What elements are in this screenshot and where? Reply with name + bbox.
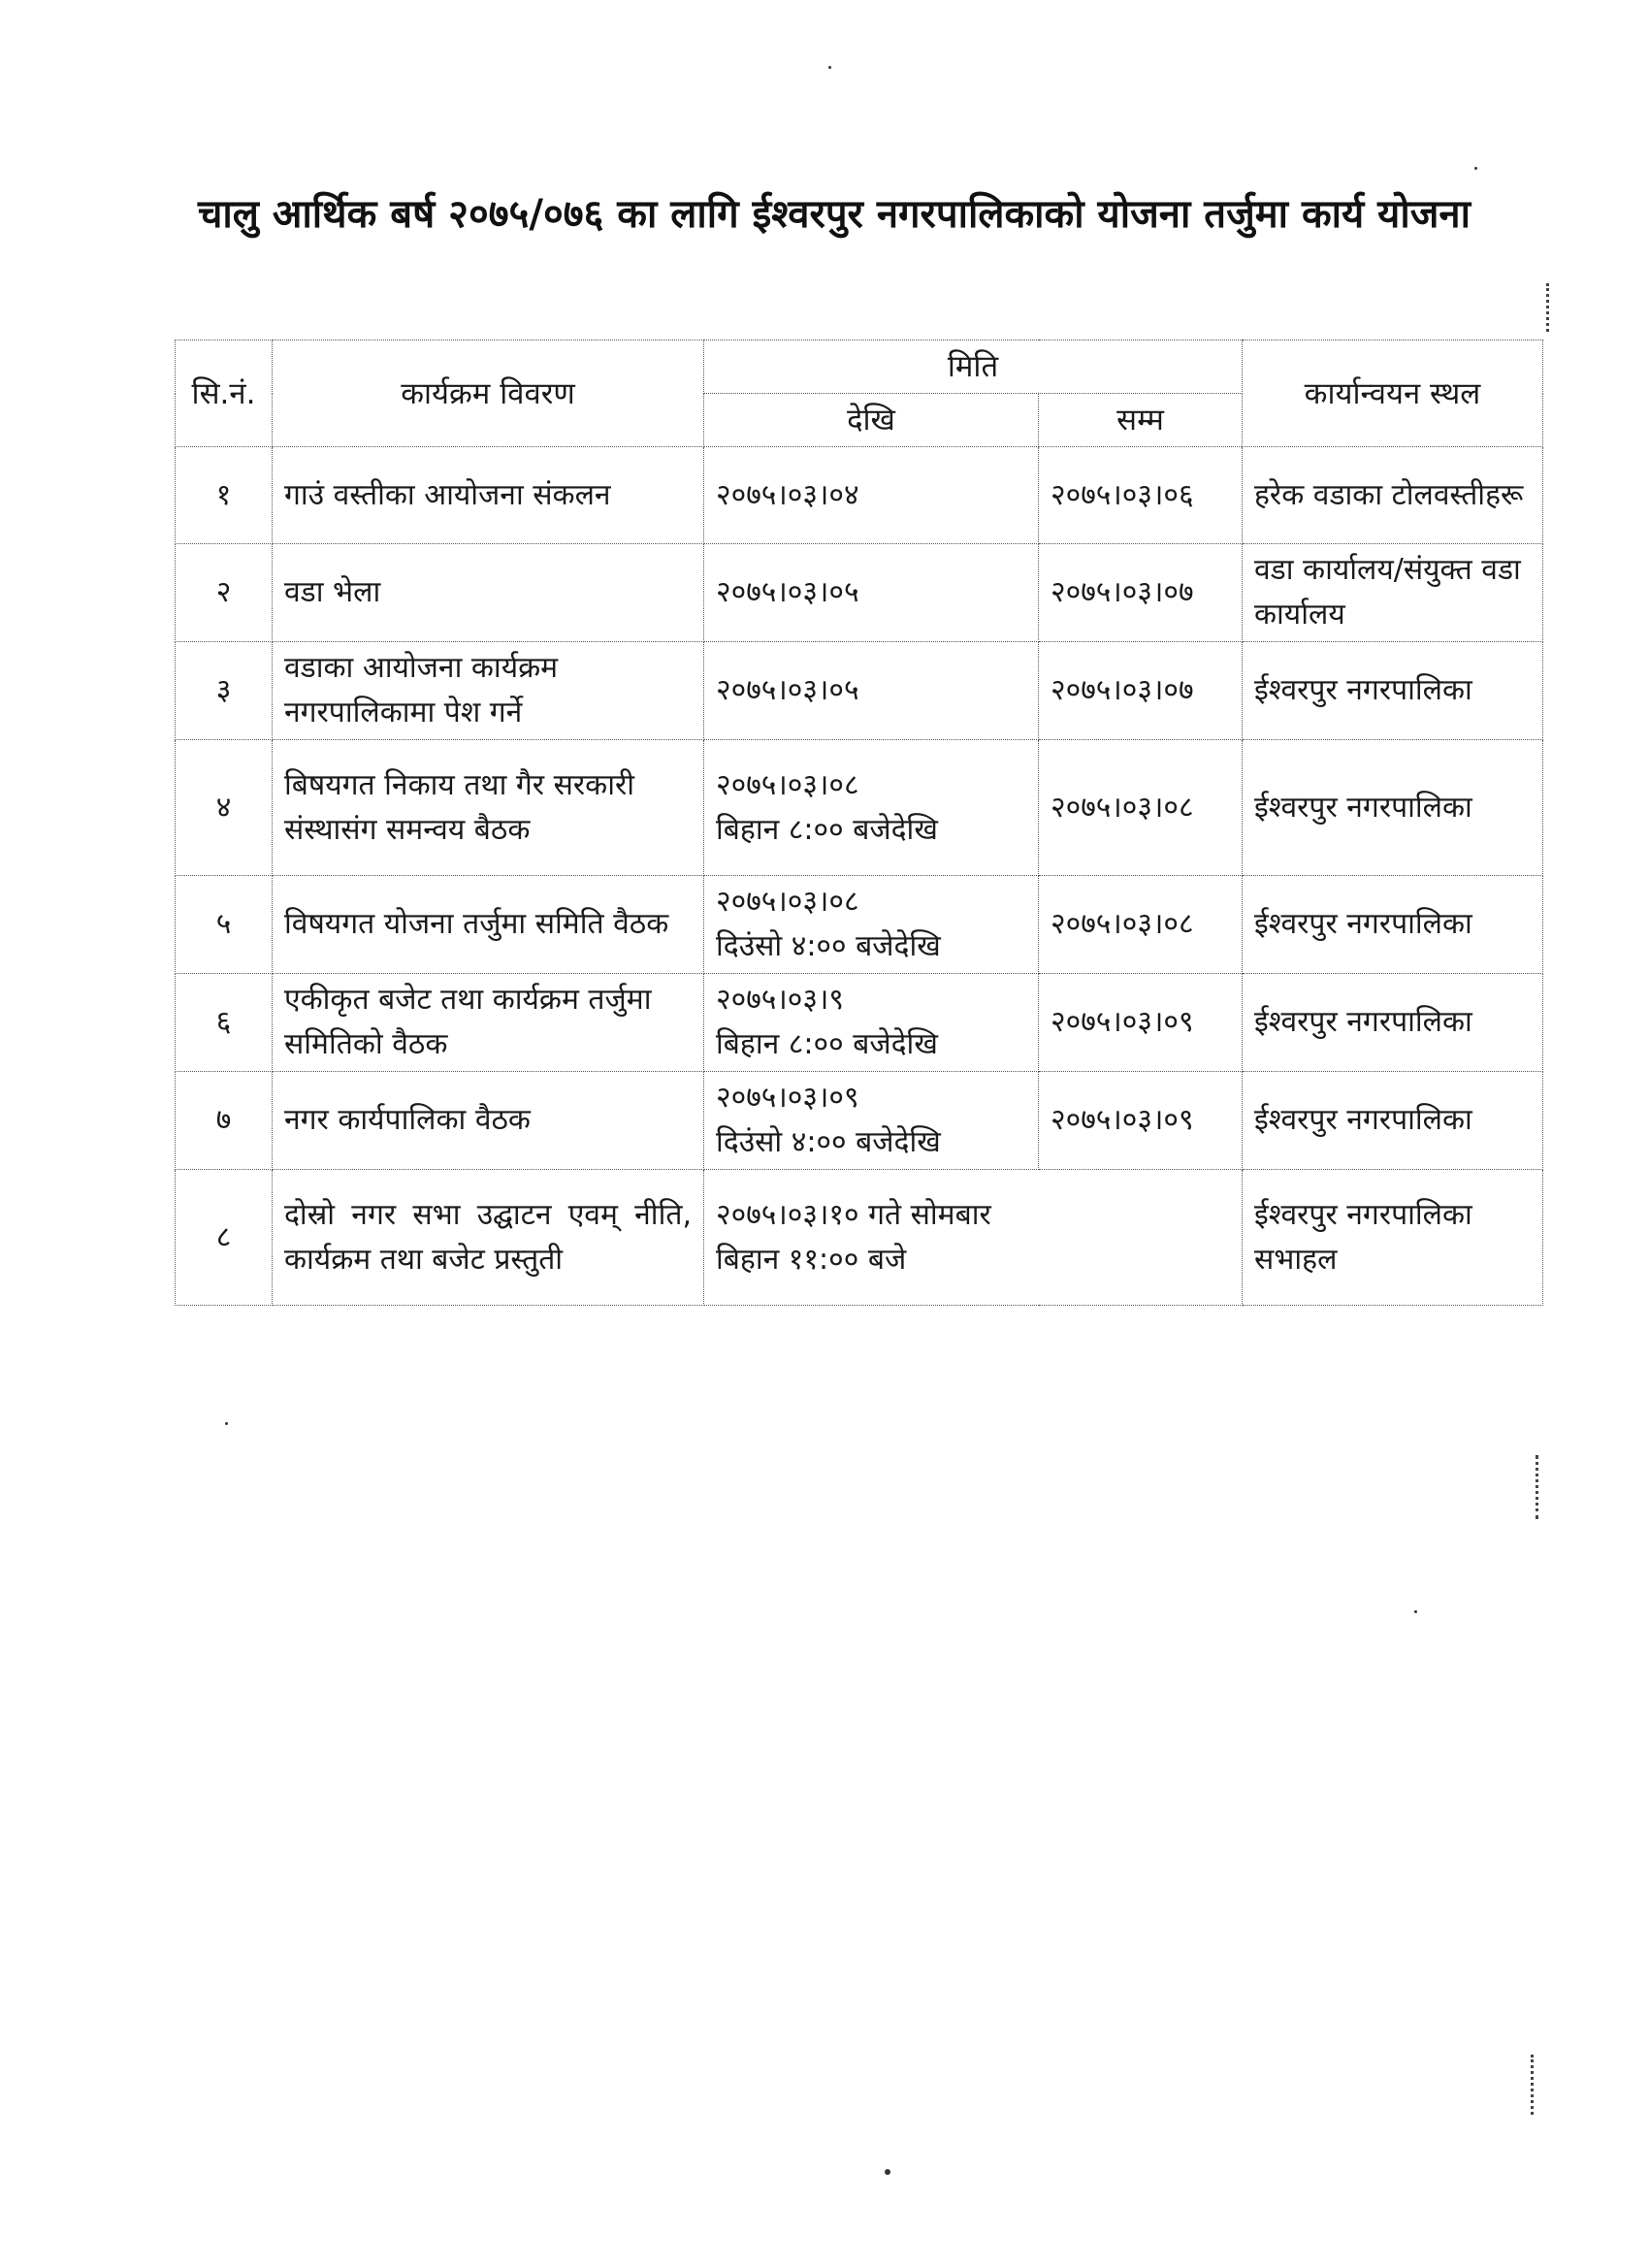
row-to: २०७५।०३।०८ — [1039, 740, 1243, 876]
table-row — [176, 974, 1543, 1072]
scan-speck-marks — [1546, 283, 1552, 332]
row-from: २०७५।०३।०४ — [704, 447, 1039, 544]
row-to: २०७५।०३।०८ — [1039, 876, 1243, 974]
row-sn: ७ — [176, 1072, 273, 1170]
row-sn: ८ — [176, 1170, 273, 1306]
row-sn: ३ — [176, 642, 273, 740]
row-place: ईश्वरपुर नगरपालिका — [1243, 974, 1543, 1072]
scan-speck — [225, 1422, 228, 1425]
table-row — [176, 1072, 1543, 1170]
row-to: २०७५।०३।०७ — [1039, 642, 1243, 740]
row-from: २०७५।०३।०९ — [716, 1081, 859, 1115]
row-to: २०७५।०३।०९ — [1039, 974, 1243, 1072]
row-to: २०७५।०३।०६ — [1039, 447, 1243, 544]
row-program: वडाका आयोजना कार्यक्रम नगरपालिकामा पेश गर्ने — [273, 642, 704, 740]
row-program: विषयगत योजना तर्जुमा समिति वैठक — [273, 876, 704, 974]
row-place: वडा कार्यालय/संयुक्त वडा कार्यालय — [1243, 544, 1543, 642]
row-place: हरेक वडाका टोलवस्तीहरू — [1243, 447, 1543, 544]
row-sn: ४ — [176, 740, 273, 876]
scan-speck-marks — [1531, 2055, 1536, 2115]
table-row — [176, 447, 1543, 544]
row-from-cell — [704, 974, 1039, 1072]
row-date-merged: २०७५।०३।१० गते सोमबार — [716, 1197, 991, 1232]
row-from-cell — [704, 1072, 1039, 1170]
table-row — [176, 1170, 1543, 1306]
row-sn: २ — [176, 544, 273, 642]
header-program: कार्यक्रम विवरण — [273, 340, 704, 447]
header-to: सम्म — [1039, 394, 1243, 447]
header-sn: सि.नं. — [176, 340, 273, 447]
row-program: गाउं वस्तीका आयोजना संकलन — [273, 447, 704, 544]
row-from: २०७५।०३।०८ — [716, 767, 859, 802]
row-place: ईश्वरपुर नगरपालिका सभाहल — [1243, 1170, 1543, 1306]
header-date: मिति — [704, 340, 1243, 394]
table-row — [176, 544, 1543, 642]
row-place: ईश्वरपुर नगरपालिका — [1243, 1072, 1543, 1170]
row-date-merged-time: बिहान ११:०० बजे — [716, 1242, 907, 1277]
scan-speck-marks — [1536, 1455, 1541, 1519]
header-from: देखि — [704, 394, 1039, 447]
row-from: २०७५।०३।०५ — [704, 642, 1039, 740]
row-program: वडा भेला — [273, 544, 704, 642]
row-from-time: दिउंसो ४:०० बजेदेखि — [716, 1125, 941, 1159]
table-row — [176, 876, 1543, 974]
row-program: एकीकृत बजेट तथा कार्यक्रम तर्जुमा समितिको वैठक — [273, 974, 704, 1072]
scan-speck — [885, 2169, 890, 2175]
row-sn: ५ — [176, 876, 273, 974]
row-to: २०७५।०३।०९ — [1039, 1072, 1243, 1170]
document-title: चालु आर्थिक बर्ष २०७५/०७६ का लागि ईश्वरपुर नगरपालिकाको योजना तर्जुमा कार्य योजना — [198, 192, 1471, 237]
scan-speck — [1474, 167, 1477, 170]
table-row — [176, 642, 1543, 740]
row-program: दोस्रो नगर सभा उद्घाटन एवम् नीति, कार्यक्रम तथा बजेट प्रस्तुती — [273, 1170, 704, 1306]
header-place: कार्यान्वयन स्थल — [1243, 340, 1543, 447]
row-date-merged-cell — [704, 1170, 1243, 1306]
row-place: ईश्वरपुर नगरपालिका — [1243, 642, 1543, 740]
row-program: नगर कार्यपालिका वैठक — [273, 1072, 704, 1170]
row-from-time: दिउंसो ४:०० बजेदेखि — [716, 929, 941, 963]
scan-speck — [828, 66, 831, 69]
schedule-table — [175, 340, 1543, 1306]
row-from-cell — [704, 740, 1039, 876]
row-from: २०७५।०३।०८ — [716, 885, 859, 919]
row-sn: ६ — [176, 974, 273, 1072]
row-from-cell — [704, 876, 1039, 974]
row-from: २०७५।०३।९ — [716, 983, 844, 1017]
row-sn: १ — [176, 447, 273, 544]
row-place: ईश्वरपुर नगरपालिका — [1243, 876, 1543, 974]
row-program: बिषयगत निकाय तथा गैर सरकारी संस्थासंग समन्वय बैठक — [273, 740, 704, 876]
row-to: २०७५।०३।०७ — [1039, 544, 1243, 642]
table-row — [176, 740, 1543, 876]
table-header-row — [176, 340, 1543, 394]
row-from-time: बिहान ८:०० बजेदेखि — [716, 812, 938, 847]
scan-speck — [1414, 1610, 1417, 1613]
row-from: २०७५।०३।०५ — [704, 544, 1039, 642]
row-place: ईश्वरपुर नगरपालिका — [1243, 740, 1543, 876]
row-from-time: बिहान ८:०० बजेदेखि — [716, 1027, 938, 1061]
